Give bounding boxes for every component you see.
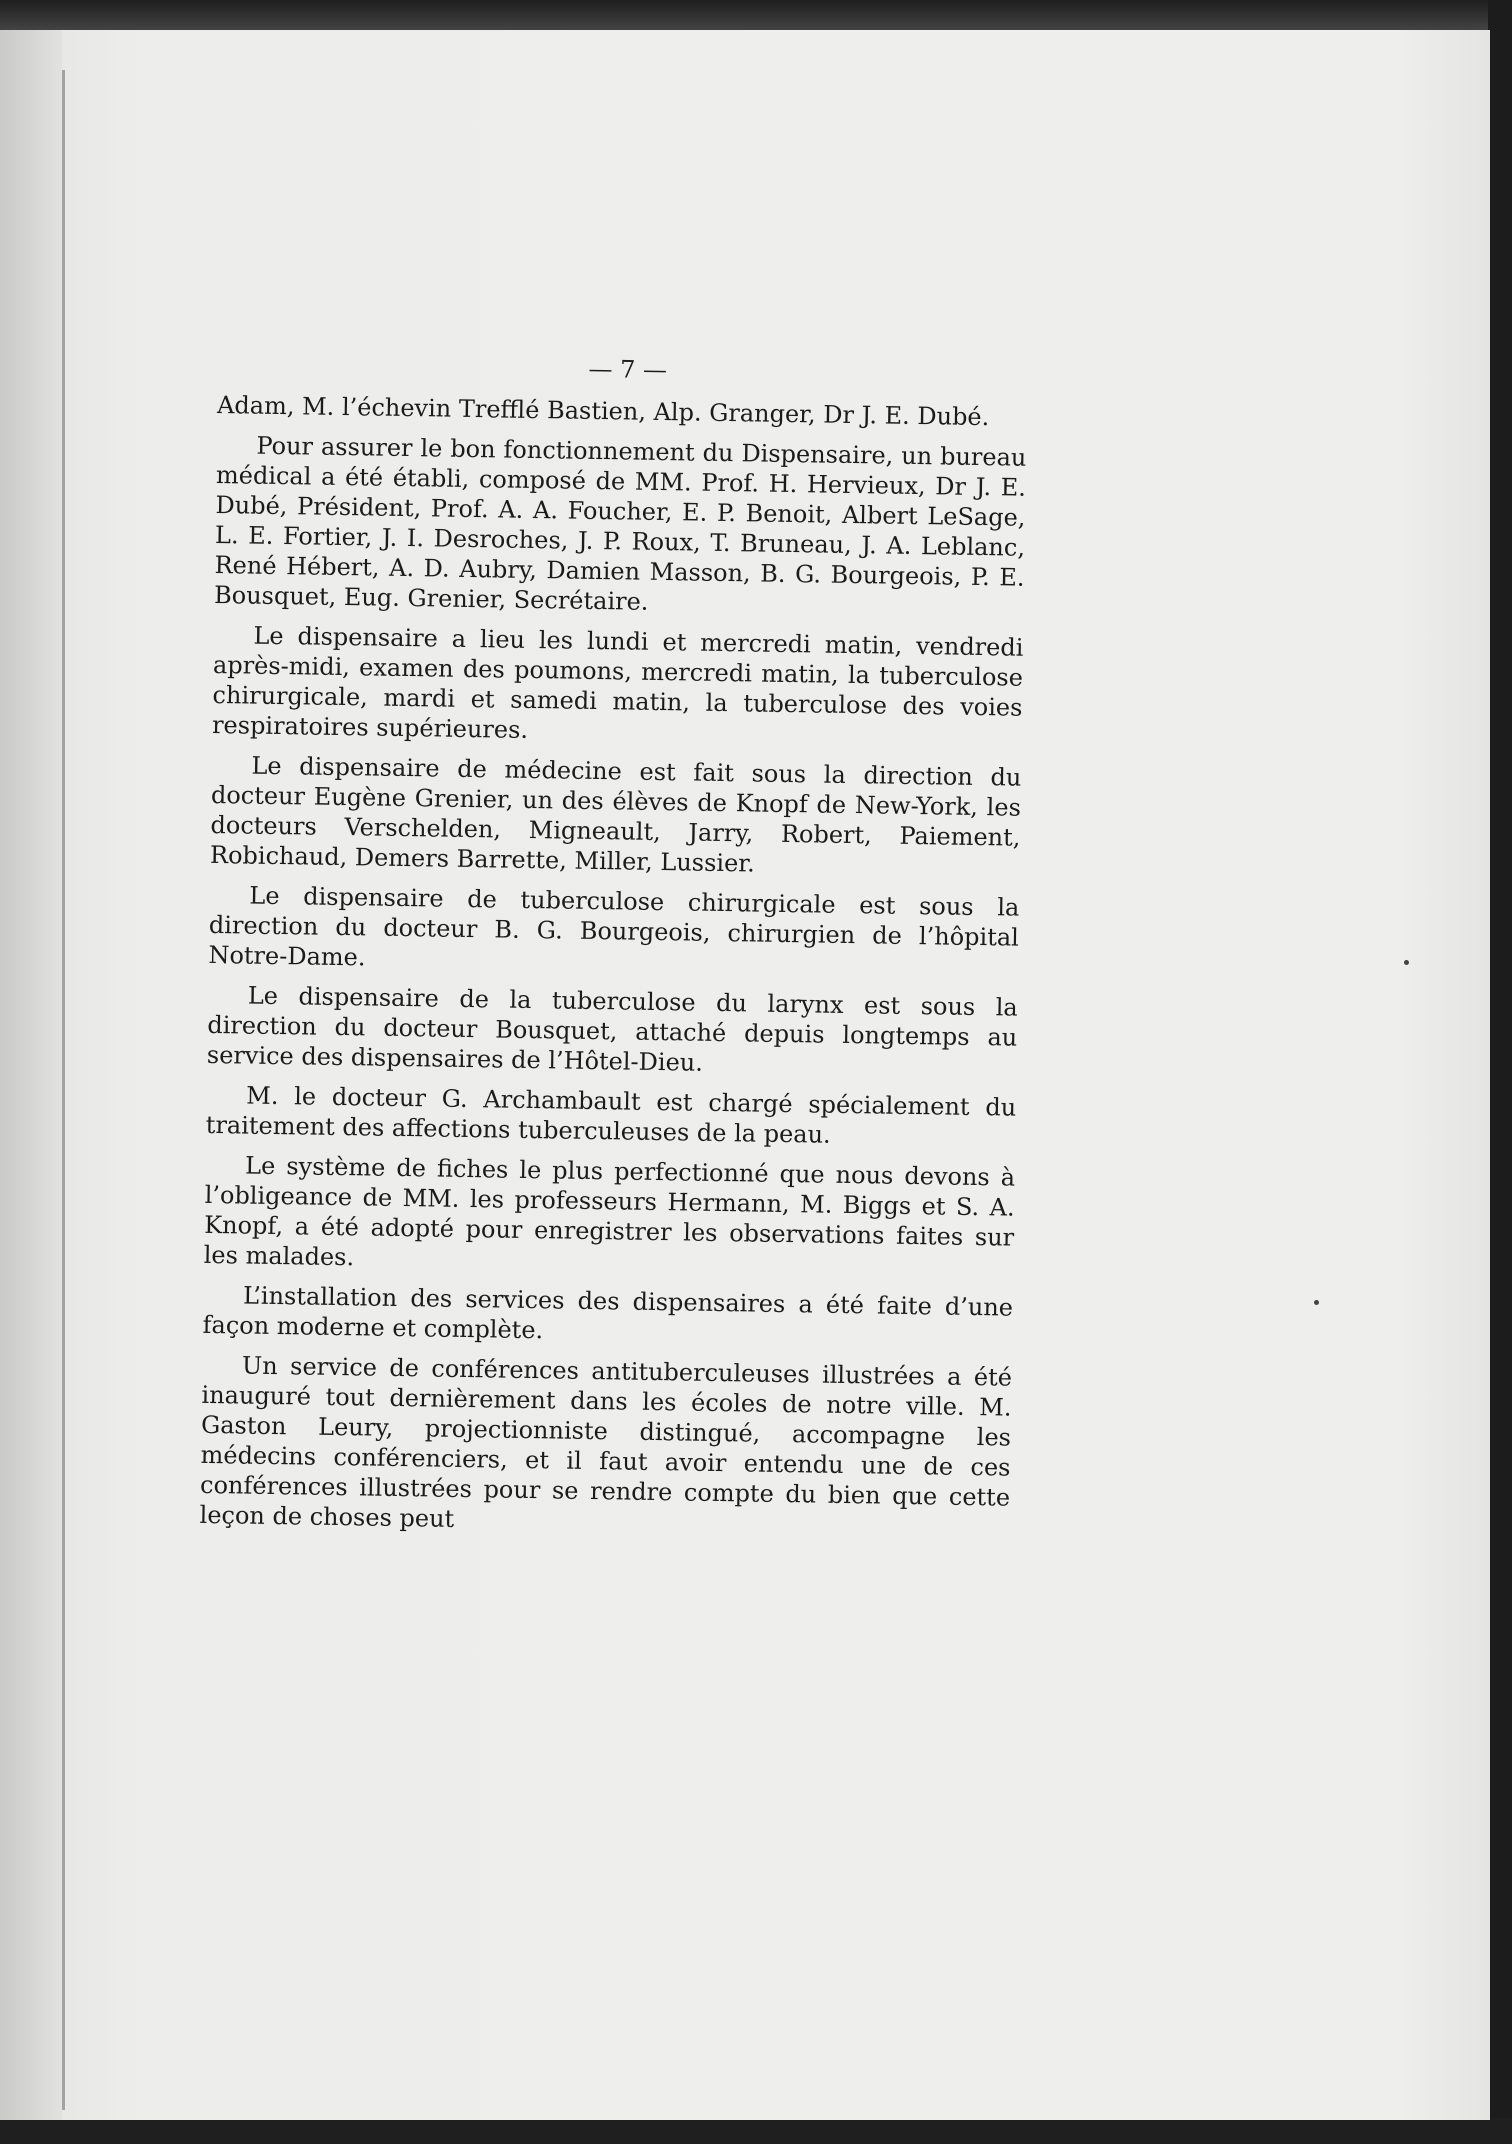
paragraph: Le dispensaire de la tuberculose du larynx est sous la direction du docteur Bousquet, attaché depuis longtemps au service des dispensaires de l’Hôtel-Dieu. xyxy=(206,981,1018,1077)
scan-speck xyxy=(1314,1300,1319,1305)
paragraph: Le dispensaire de médecine est fait sous la direction du docteur Eugène Grenier, un des élèves de Knopf de New-York, les docteurs Verschelden, Migneault, Jarry, Robert, Paiement, Robichaud, Demers Barrette, Miller, Lussier. xyxy=(209,751,1022,878)
binding-shadow xyxy=(0,30,62,2120)
paragraph: Le système de fiches le plus perfectionné que nous devons à l’obligeance de MM. les professeurs Hermann, M. Biggs et S. A. Knopf, a été adopté pour enregistrer les observations faites sur les malades. xyxy=(203,1151,1016,1272)
binding-edge xyxy=(62,70,65,2110)
paragraph: M. le docteur G. Archambault est chargé spécialement du traitement des affections tuberculeuses de la peau. xyxy=(205,1081,1017,1149)
paragraph: Adam, M. l’échevin Trefflé Bastien, Alp. Granger, Dr J. E. Dubé. xyxy=(216,390,990,432)
scan-border-bottom xyxy=(0,2118,1512,2144)
paragraph: Un service de conférences antituberculeuses illustrées a été inauguré tout dernièrement dans les écoles de notre ville. M. Gaston Leury, projectionniste distingué, accompagne les médecins conférenciers, et il faut avoir entendu une de ces conférences illustrées pour se rendre compte du bien que cette leçon de choses peut xyxy=(199,1351,1013,1533)
paragraph: Le dispensaire a lieu les lundi et mercredi matin, vendredi après-midi, examen des poumons, mercredi matin, la tuberculose chirurgicale, mardi et samedi matin, la tuberculose des voies respiratoires supérieures. xyxy=(211,621,1024,744)
page-number: — 7 — xyxy=(588,354,668,385)
paragraph: Pour assurer le bon fonctionnement du Dispensaire, un bureau médical a été établi, composé de MM. Prof. H. Hervieux, Dr J. E. Dubé, Président, Prof. A. A. Foucher, E. P. Benoit, Albert LeSage, L. E. Fortier, J. I. Desroches, J. P. Roux, T. Bruneau, J. A. Leblanc, René Hébert, A. D. Aubry, Damien Masson, B. G. Bourgeois, P. E. Bousquet, Eug. Grenier, Secrétaire. xyxy=(213,431,1027,616)
paragraph: L’installation des services des dispensaires a été faite d’une façon moderne et complète. xyxy=(202,1281,1014,1345)
scan-speck xyxy=(1404,960,1409,965)
scan-border-right xyxy=(1488,0,1512,2144)
paragraph: Le dispensaire de tuberculose chirurgicale est sous la direction du docteur B. G. Bourgeois, chirurgien de l’hôpital Notre-Dame. xyxy=(208,881,1020,972)
page-text xyxy=(199,348,1028,1553)
